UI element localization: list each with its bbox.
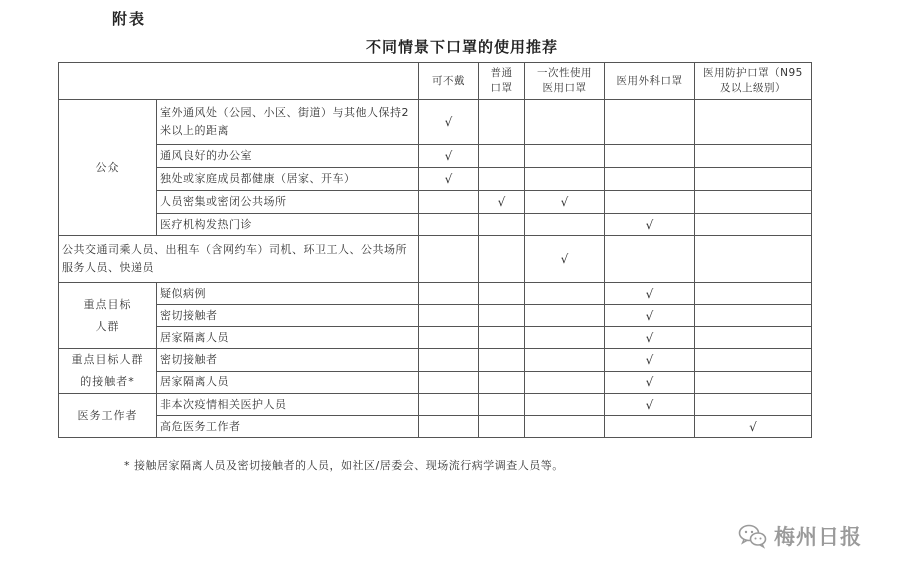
mark-cell bbox=[695, 327, 812, 349]
mark-cell bbox=[419, 305, 479, 327]
scenario-cell: 居家隔离人员 bbox=[157, 371, 419, 394]
mark-cell bbox=[479, 168, 525, 191]
mark-cell bbox=[419, 416, 479, 438]
group-cell-key-targets bbox=[59, 283, 157, 349]
scenario-cell: 密切接触者 bbox=[157, 349, 419, 372]
mark-cell bbox=[525, 100, 605, 145]
mark-cell bbox=[525, 349, 605, 372]
watermark bbox=[738, 521, 862, 551]
group-label-key-targets-line1: 重点目标 bbox=[83, 297, 132, 311]
mark-cell bbox=[695, 236, 812, 283]
table-row bbox=[59, 191, 812, 214]
wechat-icon bbox=[738, 523, 768, 549]
mark-cell bbox=[605, 214, 695, 236]
col-header-n95-mask bbox=[695, 63, 812, 100]
mark-cell bbox=[479, 416, 525, 438]
mark-cell bbox=[605, 191, 695, 214]
mark-cell bbox=[525, 416, 605, 438]
mark-cell bbox=[419, 145, 479, 168]
scenario-cell: 高危医务工作者 bbox=[157, 416, 419, 438]
table-row bbox=[59, 327, 812, 349]
col-header-disposable-line1: 一次性使用 bbox=[537, 67, 592, 79]
mark-cell bbox=[525, 305, 605, 327]
mark-cell bbox=[479, 327, 525, 349]
mark-cell bbox=[419, 236, 479, 283]
scenario-cell: 居家隔离人员 bbox=[157, 327, 419, 349]
mark-cell bbox=[695, 371, 812, 394]
col-header-disposable-medical-mask bbox=[525, 63, 605, 100]
scenario-cell: 通风良好的办公室 bbox=[157, 145, 419, 168]
mark-cell bbox=[695, 394, 812, 416]
mark-cell bbox=[479, 236, 525, 283]
mark-cell bbox=[419, 283, 479, 305]
mark-cell bbox=[419, 349, 479, 372]
mark-cell bbox=[525, 394, 605, 416]
mark-cell bbox=[605, 145, 695, 168]
mark-cell bbox=[479, 394, 525, 416]
col-header-n95-line2: 及以上级别） bbox=[720, 82, 786, 94]
scenario-cell: 人员密集或密闭公共场所 bbox=[157, 191, 419, 214]
mark-cell bbox=[605, 327, 695, 349]
table-row bbox=[59, 214, 812, 236]
table-row bbox=[59, 236, 812, 283]
check-mark: √ bbox=[645, 217, 654, 232]
table-row bbox=[59, 371, 812, 394]
table-row bbox=[59, 349, 812, 372]
col-header-no-mask-text: 可不戴 bbox=[432, 74, 465, 87]
mark-cell bbox=[695, 349, 812, 372]
col-header-no-mask bbox=[419, 63, 479, 100]
mark-cell bbox=[479, 305, 525, 327]
mark-cell bbox=[695, 145, 812, 168]
col-header-ordinary-mask bbox=[479, 63, 525, 100]
mark-cell bbox=[695, 168, 812, 191]
mark-cell bbox=[479, 283, 525, 305]
mark-cell bbox=[525, 327, 605, 349]
mark-cell bbox=[525, 191, 605, 214]
table-row bbox=[59, 394, 812, 416]
group-label-medical-workers: 医务工作者 bbox=[77, 408, 138, 422]
table-title: 不同情景下口罩的使用推荐 bbox=[366, 38, 559, 56]
scenario-cell: 非本次疫情相关医护人员 bbox=[157, 394, 419, 416]
header-corner-cell bbox=[59, 63, 419, 100]
mark-cell bbox=[605, 394, 695, 416]
mark-cell bbox=[695, 283, 812, 305]
scenario-cell: 医疗机构发热门诊 bbox=[157, 214, 419, 236]
appendix-label: 附表 bbox=[112, 10, 147, 28]
mark-cell bbox=[605, 416, 695, 438]
group-cell-public bbox=[59, 100, 157, 236]
check-mark: √ bbox=[645, 286, 654, 301]
mark-cell bbox=[695, 305, 812, 327]
check-mark: √ bbox=[645, 330, 654, 345]
mark-cell bbox=[605, 168, 695, 191]
check-mark: √ bbox=[444, 149, 453, 163]
scenario-cell: 独处或家庭成员都健康（居家、开车） bbox=[157, 168, 419, 191]
mark-cell bbox=[525, 283, 605, 305]
mark-cell bbox=[525, 236, 605, 283]
check-mark: √ bbox=[645, 308, 654, 323]
table-row bbox=[59, 145, 812, 168]
check-mark: √ bbox=[749, 419, 757, 434]
mark-cell bbox=[525, 145, 605, 168]
check-mark: √ bbox=[645, 352, 654, 367]
header-row bbox=[59, 63, 812, 100]
mark-cell bbox=[419, 168, 479, 191]
mark-cell bbox=[479, 100, 525, 145]
group-label-key-contacts-line1: 重点目标人群 bbox=[71, 353, 144, 366]
check-mark: √ bbox=[444, 115, 453, 129]
mark-cell bbox=[695, 100, 812, 145]
scenario-cell: 密切接触者 bbox=[157, 305, 419, 327]
check-mark: √ bbox=[560, 252, 569, 266]
mark-cell bbox=[479, 349, 525, 372]
mark-cell bbox=[479, 145, 525, 168]
group-cell-key-contacts bbox=[59, 349, 157, 394]
group-label-key-targets-line2: 人群 bbox=[95, 319, 120, 333]
mark-cell bbox=[479, 214, 525, 236]
col-header-ordinary-mask-line1: 普通 bbox=[490, 67, 513, 79]
mark-cell bbox=[419, 191, 479, 214]
table-row bbox=[59, 305, 812, 327]
table-row bbox=[59, 283, 812, 305]
group-cell-special-occupations: 公共交通司乘人员、出租车（含网约车）司机、环卫工人、公共场所服务人员、快递员 bbox=[59, 236, 419, 283]
watermark-text: 梅州日报 bbox=[774, 525, 862, 549]
scenario-cell: 室外通风处（公园、小区、街道）与其他人保持2米以上的距离 bbox=[157, 100, 419, 145]
mark-cell bbox=[419, 394, 479, 416]
mark-cell bbox=[605, 305, 695, 327]
check-mark: √ bbox=[645, 397, 654, 412]
footnote: * 接触居家隔离人员及密切接触者的人员，如社区/居委会、现场流行病学调查人员等。 bbox=[124, 459, 564, 472]
mark-cell bbox=[605, 349, 695, 372]
mark-cell bbox=[605, 283, 695, 305]
check-mark: √ bbox=[444, 172, 453, 186]
scenario-cell: 疑似病例 bbox=[157, 283, 419, 305]
col-header-ordinary-mask-line2: 口罩 bbox=[490, 82, 513, 94]
mark-cell bbox=[419, 100, 479, 145]
col-header-surgical-text: 医用外科口罩 bbox=[616, 74, 683, 87]
mark-cell bbox=[695, 416, 812, 438]
col-header-surgical-mask bbox=[605, 63, 695, 100]
group-label-key-contacts-line2: 的接触者* bbox=[80, 375, 135, 388]
check-mark: √ bbox=[560, 195, 569, 209]
group-cell-medical-workers bbox=[59, 394, 157, 438]
mark-cell bbox=[695, 214, 812, 236]
mark-cell bbox=[695, 191, 812, 214]
mark-cell bbox=[419, 327, 479, 349]
mark-cell bbox=[419, 371, 479, 394]
mark-cell bbox=[605, 236, 695, 283]
mark-cell bbox=[525, 168, 605, 191]
mark-cell bbox=[525, 214, 605, 236]
table-row bbox=[59, 100, 812, 145]
group-label-public: 公众 bbox=[95, 160, 120, 174]
mark-cell bbox=[605, 100, 695, 145]
mark-cell bbox=[479, 191, 525, 214]
mark-cell bbox=[605, 371, 695, 394]
mark-cell bbox=[525, 371, 605, 394]
check-mark: √ bbox=[645, 375, 654, 390]
mask-recommendation-table bbox=[58, 62, 812, 438]
col-header-n95-line1: 医用防护口罩（N95 bbox=[703, 67, 803, 79]
table-row bbox=[59, 416, 812, 438]
mark-cell bbox=[419, 214, 479, 236]
col-header-disposable-line2: 医用口罩 bbox=[542, 82, 587, 94]
mark-cell bbox=[479, 371, 525, 394]
table-row bbox=[59, 168, 812, 191]
check-mark: √ bbox=[497, 195, 506, 209]
